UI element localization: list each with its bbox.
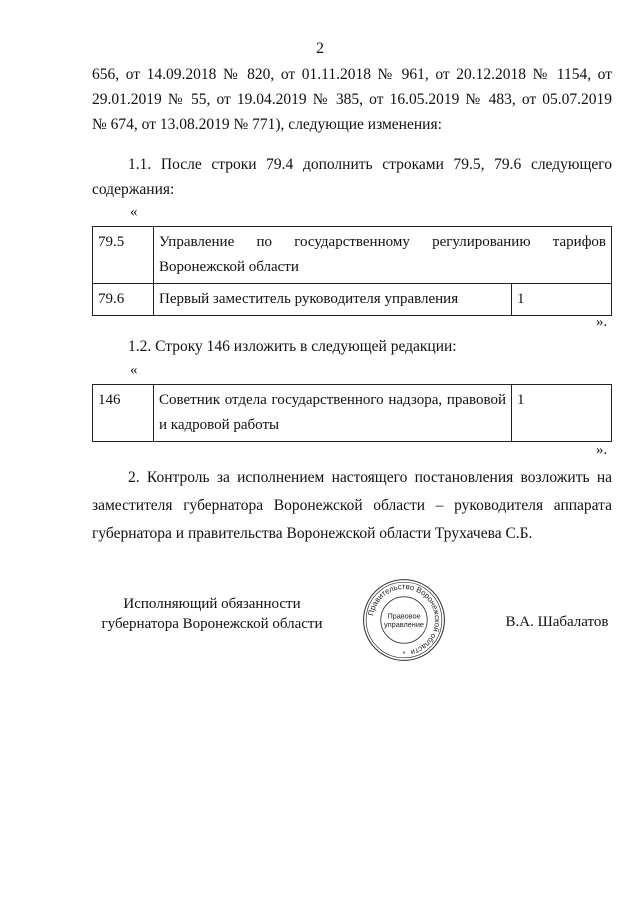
signature-position <box>92 594 332 634</box>
item-1-1-line-1: 1.1. После строки 79.4 дополнить строками 79.5, 79.6 следующего <box>128 156 612 173</box>
table1-open-quote: « <box>130 204 138 220</box>
table1-close-quote: ». <box>596 314 608 330</box>
intro-line-1: 656, от 14.09.2018 № 820, от 01.11.2018 № 961, от 20.12.2018 № 1154, от <box>92 66 612 83</box>
table-2 <box>92 384 612 442</box>
table-row <box>93 284 612 316</box>
row-number: 146 <box>93 385 154 442</box>
stamp-inner-line-2: управление <box>384 619 424 629</box>
stamp-star: * <box>402 651 406 659</box>
table-row <box>93 227 612 284</box>
table2-close-quote: ». <box>596 442 608 458</box>
signature-position-line-1: Исполняющий обязанности <box>123 596 301 612</box>
row-number: 79.6 <box>93 284 154 316</box>
item-1-1-line-2: содержания: <box>92 181 175 198</box>
row-value: 1 <box>512 284 612 316</box>
signature-name: В.А. Шабалатов <box>505 614 609 630</box>
item-2 <box>92 464 612 548</box>
table-row <box>93 385 612 442</box>
row-text: Первый заместитель руководителя управления <box>154 284 512 316</box>
row-text: Управление по государственному регулированию тарифов Воронежской области <box>154 227 612 284</box>
stamp-outer-text: Правительство Воронежской области <box>366 582 442 658</box>
item-1-1 <box>92 152 612 202</box>
table2-open-quote: « <box>130 362 138 378</box>
intro-line-3: № 674, от 13.08.2019 № 771), следующие изменения: <box>92 116 442 133</box>
stamp-inner-line-1: Правовое <box>387 611 421 621</box>
item-2-line-2: заместителя губернатора Воронежской области – руководителя аппарата <box>92 497 612 514</box>
row-text: Советник отдела государственного надзора, правовой и кадровой работы <box>154 385 512 442</box>
intro-paragraph <box>92 62 612 137</box>
row-number: 79.5 <box>93 227 154 284</box>
table-1 <box>92 226 612 316</box>
row-value: 1 <box>512 385 612 442</box>
item-2-line-3: губернатора и правительства Воронежской области Трухачева С.Б. <box>92 525 533 542</box>
page-number: 2 <box>316 40 324 57</box>
item-2-line-1: 2. Контроль за исполнением настоящего постановления возложить на <box>128 469 612 486</box>
intro-line-2: 29.01.2019 № 55, от 19.04.2019 № 385, от 16.05.2019 № 483, от 05.07.2019 <box>92 91 612 108</box>
item-1-2: 1.2. Строку 146 изложить в следующей редакции: <box>128 338 457 355</box>
official-stamp <box>361 577 447 668</box>
signature-position-line-2: губернатора Воронежской области <box>101 616 323 632</box>
